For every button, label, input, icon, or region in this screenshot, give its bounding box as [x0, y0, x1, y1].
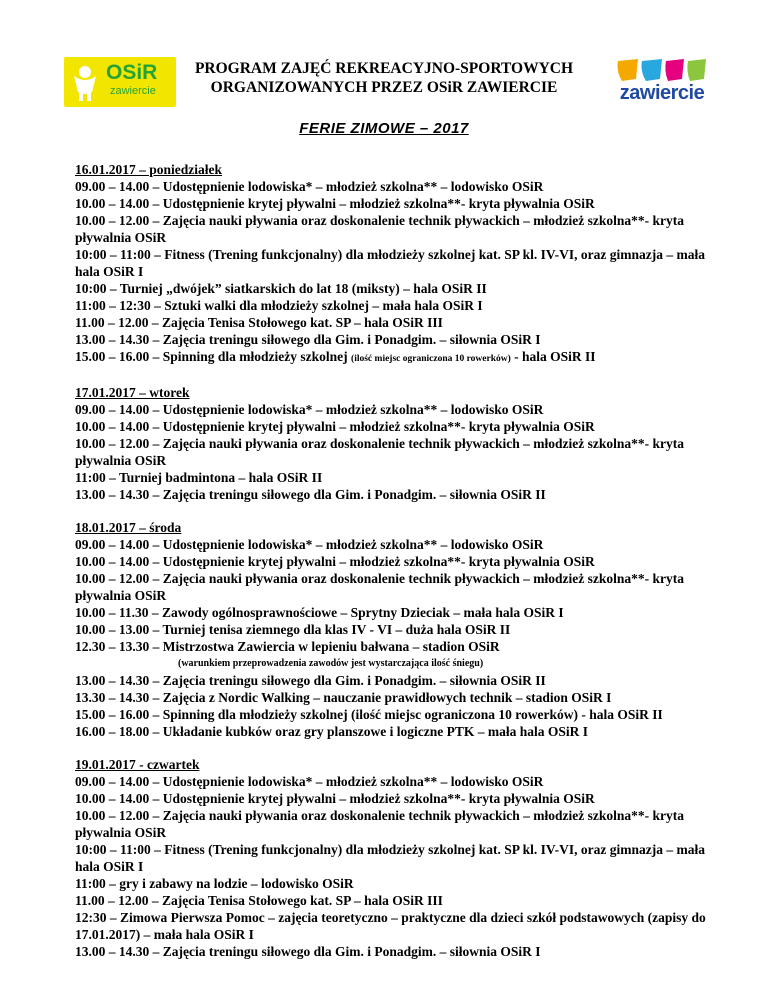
day-heading: 17.01.2017 – wtorek: [75, 385, 190, 400]
schedule-line: 10:00 – 11:00 – Fitness (Trening funkcjonalny) dla młodzieży szkolnej kat. SP kl. IV-VI, oraz gimnazja – mała hala OSiR I: [75, 247, 706, 279]
city-logo-shapes-icon: [616, 57, 708, 83]
schedule-line: 10:00 – 11:00 – Fitness (Trening funkcjonalny) dla młodzieży szkolnej kat. SP kl. IV-VI, oraz gimnazja – mała hala OSiR I: [75, 842, 706, 874]
schedule-line: 09.00 – 14.00 – Udostępnienie lodowiska* – młodzież szkolna** – lodowisko OSiR: [75, 537, 544, 552]
schedule-line: 15.00 – 16.00 – Spinning dla młodzieży szkolnej (ilość miejsc ograniczona 10 rowerków) - hala OSiR II: [75, 707, 663, 722]
schedule-line: 11.00 – 12.00 – Zajęcia Tenisa Stołowego kat. SP – hala OSiR III: [75, 315, 443, 330]
schedule-line: 13.00 – 14.30 – Zajęcia treningu siłowego dla Gim. i Ponadgim. – siłownia OSiR I: [75, 332, 541, 347]
city-logo-text: zawiercie: [619, 82, 705, 104]
day-section: [75, 519, 715, 740]
day-heading: 18.01.2017 – środa: [75, 520, 182, 535]
day-section: [75, 756, 715, 960]
schedule-line: 09.00 – 14.00 – Udostępnienie lodowiska* – młodzież szkolna** – lodowisko OSiR: [75, 774, 544, 789]
schedule-line: 13.00 – 14.30 – Zajęcia treningu siłowego dla Gim. i Ponadgim. – siłownia OSiR II: [75, 673, 546, 688]
spinning-note: (ilość miejsc ograniczona 10 rowerków): [351, 354, 511, 364]
schedule-line: 10.00 – 11.30 – Zawody ogólnosprawnościowe – Sprytny Dzieciak – mała hala OSiR I: [75, 605, 564, 620]
schedule: [75, 161, 715, 976]
schedule-line: 13.00 – 14.30 – Zajęcia treningu siłowego dla Gim. i Ponadgim. – siłownia OSiR II: [75, 487, 546, 502]
day-section: [75, 161, 715, 368]
schedule-line: 10:00 – Turniej „dwójek” siatkarskich do lat 18 (miksty) – hala OSiR II: [75, 281, 487, 296]
schedule-line: 11:00 – gry i zabawy na lodzie – lodowisko OSiR: [75, 876, 354, 891]
schedule-line: 10.00 – 12.00 – Zajęcia nauki pływania oraz doskonalenie technik pływackich – młodzież szkolna**- kryta pływalnia OSiR: [75, 436, 685, 468]
schedule-line: 12.30 – 13.30 – Mistrzostwa Zawiercia w lepieniu bałwana – stadion OSiR: [75, 639, 500, 654]
zawiercie-city-logo: [612, 57, 712, 109]
condition-note: (warunkiem przeprowadzenia zawodów jest wystarczająca ilość śniegu): [178, 658, 484, 669]
schedule-line: 10.00 – 13.00 – Turniej tenisa ziemnego dla klas IV - VI – duża hala OSiR II: [75, 622, 511, 637]
schedule-line: 10.00 – 12.00 – Zajęcia nauki pływania oraz doskonalenie technik pływackich – młodzież szkolna**- kryta pływalnia OSiR: [75, 213, 685, 245]
spinning-text: 15.00 – 16.00 – Spinning dla młodzieży szkolnej: [75, 349, 348, 364]
schedule-line: 09.00 – 14.00 – Udostępnienie lodowiska* – młodzież szkolna** – lodowisko OSiR: [75, 402, 544, 417]
schedule-line: [75, 348, 715, 368]
schedule-line: 10.00 – 12.00 – Zajęcia nauki pływania oraz doskonalenie technik pływackich – młodzież szkolna**- kryta pływalnia OSiR: [75, 571, 685, 603]
schedule-line: 11:00 – Turniej badmintona – hala OSiR II: [75, 470, 323, 485]
schedule-line: 10.00 – 14.00 – Udostępnienie krytej pływalni – młodzież szkolna**- kryta pływalnia OSiR: [75, 554, 595, 569]
spinning-location: - hala OSiR II: [510, 349, 596, 364]
schedule-line: 13.00 – 14.30 – Zajęcia treningu siłowego dla Gim. i Ponadgim. – siłownia OSiR I: [75, 944, 541, 959]
schedule-line: 10.00 – 12.00 – Zajęcia nauki pływania oraz doskonalenie technik pływackich – młodzież szkolna**- kryta pływalnia OSiR: [75, 808, 685, 840]
day-section: [75, 384, 715, 503]
person-figure-icon: [70, 62, 100, 102]
schedule-line: 09.00 – 14.00 – Udostępnienie lodowiska* – młodzież szkolna** – lodowisko OSiR: [75, 179, 544, 194]
schedule-line: 12:30 – Zimowa Pierwsza Pomoc – zajęcia teoretyczno – praktyczne dla dzieci szkół podstawowych (zapisy do 17.01.2017) – mała hala OSiR I: [75, 910, 706, 942]
schedule-line: 10.00 – 14.00 – Udostępnienie krytej pływalni – młodzież szkolna**- kryta pływalnia OSiR: [75, 791, 595, 806]
schedule-line: 11:00 – 12:30 – Sztuki walki dla młodzieży szkolnej – mała hala OSiR I: [75, 298, 483, 313]
document-title: FERIE ZIMOWE – 2017: [299, 120, 469, 137]
schedule-line: 11.00 – 12.00 – Zajęcia Tenisa Stołowego kat. SP – hala OSiR III: [75, 893, 443, 908]
schedule-line: 13.30 – 14.30 – Zajęcia z Nordic Walking – nauczanie prawidłowych technik – stadion OSiR I: [75, 690, 612, 705]
day-heading: 16.01.2017 – poniedziałek: [75, 162, 223, 177]
osir-logo-subtext: zawiercie: [110, 85, 156, 97]
schedule-line: 10.00 – 14.00 – Udostępnienie krytej pływalni – młodzież szkolna**- kryta pływalnia OSiR: [75, 196, 595, 211]
header-line-2: ORGANIZOWANYCH PRZEZ OSiR ZAWIERCIE: [210, 79, 558, 96]
osir-logo-text: OSiR: [106, 61, 158, 84]
document-header: [150, 59, 618, 97]
header-line-1: PROGRAM ZAJĘĆ REKREACYJNO-SPORTOWYCH: [194, 60, 574, 77]
day-heading: 19.01.2017 - czwartek: [75, 757, 200, 772]
schedule-line: 10.00 – 14.00 – Udostępnienie krytej pływalni – młodzież szkolna**- kryta pływalnia OSiR: [75, 419, 595, 434]
schedule-line: 16.00 – 18.00 – Układanie kubków oraz gry planszowe i logiczne PTK – mała hala OSiR I: [75, 724, 589, 739]
